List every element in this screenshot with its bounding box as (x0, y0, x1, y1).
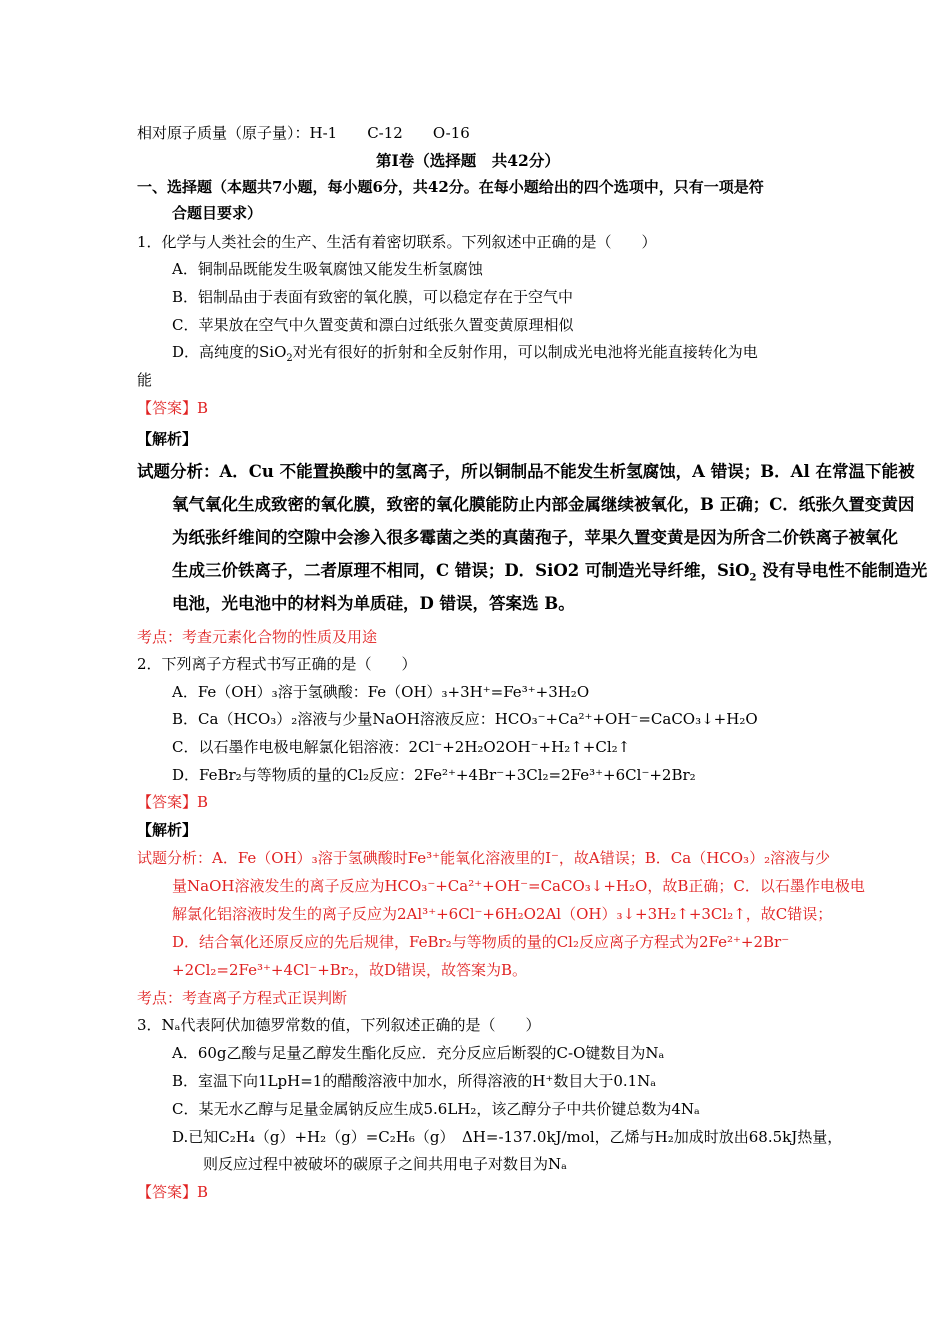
q2-analysis-3: 解氯化铝溶液时发生的离子反应为2Al³⁺+6Cl⁻+6H₂O2Al（OH）₃↓+3H₂↑+3Cl₂↑，故C错误； (172, 905, 833, 923)
q1-stem: 1．化学与人类社会的生产、生活有着密切联系。下列叙述中正确的是（ ） (137, 233, 657, 251)
q2-analysis-1: 试题分析：A．Fe（OH）₃溶于氢碘酸时Fe³⁺能氧化溶液里的Ⅰ⁻，故A错误；B．Ca（HCO₃）₂溶液与少 (137, 849, 831, 867)
q3-option-c: C．某无水乙醇与足量金属钠反应生成5.6LH₂，该乙醇分子中共价键总数为4Nₐ (172, 1100, 700, 1118)
q2-jiexi: 【解析】 (137, 821, 198, 839)
q2-answer: 【答案】B (137, 793, 209, 811)
q3-option-d-line-2: 则反应过程中被破坏的碳原子之间共用电子对数目为Nₐ (203, 1155, 567, 1173)
q1-analysis-4-sub: 2 (749, 572, 757, 584)
q3-option-d-line-1: D.已知C₂H₄（g）+H₂（g）=C₂H₆（g） ΔH=-137.0kJ/mol，乙烯与H₂加成时放出68.5kJ热量， (172, 1128, 843, 1146)
q1-analysis-4-pre: 生成三价铁离子，二者原理不相同，C 错误；D．SiO2 可制造光导纤维，SiO (172, 561, 750, 580)
q1-option-b: B．铝制品由于表面有致密的氧化膜，可以稳定存在于空气中 (172, 288, 574, 306)
q1-analysis-2: 氧气氧化生成致密的氧化膜，致密的氧化膜能防止内部金属继续被氧化，B 正确；C．纸张久置变黄因 (172, 495, 915, 514)
q1-analysis-4-post: 没有导电性不能制造光 (756, 561, 928, 580)
q1-option-d-sub: 2 (286, 353, 293, 364)
q1-kaodian: 考点：考查元素化合物的性质及用途 (137, 628, 378, 646)
q1-option-d-cont: 能 (137, 371, 153, 389)
instruction-line-2: 合题目要求） (172, 204, 263, 222)
q3-stem: 3．Nₐ代表阿伏加德罗常数的值，下列叙述正确的是（ ） (137, 1016, 541, 1034)
q2-option-c: C．以石墨作电极电解氯化铝溶液：2Cl⁻+2H₂O2OH⁻+H₂↑+Cl₂↑ (172, 738, 631, 756)
instruction-line-1: 一、选择题（本题共7小题，每小题6分，共42分。在每小题给出的四个选项中，只有一项是符 (137, 178, 764, 196)
q2-stem: 2．下列离子方程式书写正确的是（ ） (137, 655, 417, 673)
q1-option-a: A．铜制品既能发生吸氧腐蚀又能发生析氢腐蚀 (172, 260, 483, 278)
q2-kaodian: 考点：考查离子方程式正误判断 (137, 989, 348, 1007)
q1-analysis-5: 电池，光电池中的材料为单质硅，D 错误，答案选 B。 (172, 594, 575, 613)
q1-option-d-post: 对光有很好的折射和全反射作用，可以制成光电池将光能直接转化为电 (292, 343, 758, 361)
q1-option-c: C．苹果放在空气中久置变黄和漂白过纸张久置变黄原理相似 (172, 316, 574, 334)
q2-analysis-5: +2Cl₂=2Fe³⁺+4Cl⁻+Br₂，故D错误，故答案为B。 (172, 961, 528, 979)
q1-jiexi: 【解析】 (137, 430, 198, 448)
atomic-mass-line: 相对原子质量（原子量）：H-1 C-12 O-16 (137, 124, 470, 142)
q2-analysis-4: D．结合氧化还原反应的先后规律，FeBr₂与等物质的量的Cl₂反应离子方程式为2Fe²⁺+2Br⁻ (172, 933, 790, 951)
q1-analysis-1: 试题分析：A．Cu 不能置换酸中的氢离子，所以铜制品不能发生析氢腐蚀，A 错误；B．Al 在常温下能被 (137, 462, 915, 481)
q1-option-d (172, 342, 758, 362)
q1-analysis-3: 为纸张纤维间的空隙中会渗入很多霉菌之类的真菌孢子，苹果久置变黄是因为所含二价铁离子被氧化 (172, 528, 898, 547)
q3-answer: 【答案】B (137, 1183, 209, 1201)
q3-option-b: B．室温下向1LpH=1的醋酸溶液中加水，所得溶液的H⁺数目大于0.1Nₐ (172, 1072, 657, 1090)
section-title: 第Ⅰ卷（选择题 共42分） (376, 151, 560, 170)
q1-option-d-pre: D．高纯度的SiO (172, 343, 287, 361)
q3-option-a: A．60g乙酸与足量乙醇发生酯化反应．充分反应后断裂的C-O键数目为Nₐ (172, 1044, 665, 1062)
q2-option-b: B．Ca（HCO₃）₂溶液与少量NaOH溶液反应：HCO₃⁻+Ca²⁺+OH⁻=CaCO₃↓+H₂O (172, 710, 758, 728)
q1-answer: 【答案】B (137, 399, 209, 417)
q1-analysis-4 (172, 561, 928, 584)
q2-analysis-2: 量NaOH溶液发生的离子反应为HCO₃⁻+Ca²⁺+OH⁻=CaCO₃↓+H₂O，故B正确；C．以石墨作电极电 (172, 877, 865, 895)
q2-option-d: D．FeBr₂与等物质的量的Cl₂反应：2Fe²⁺+4Br⁻+3Cl₂=2Fe³⁺+6Cl⁻+2Br₂ (172, 766, 696, 784)
q2-option-a: A．Fe（OH）₃溶于氢碘酸：Fe（OH）₃+3H⁺=Fe³⁺+3H₂O (172, 683, 590, 701)
